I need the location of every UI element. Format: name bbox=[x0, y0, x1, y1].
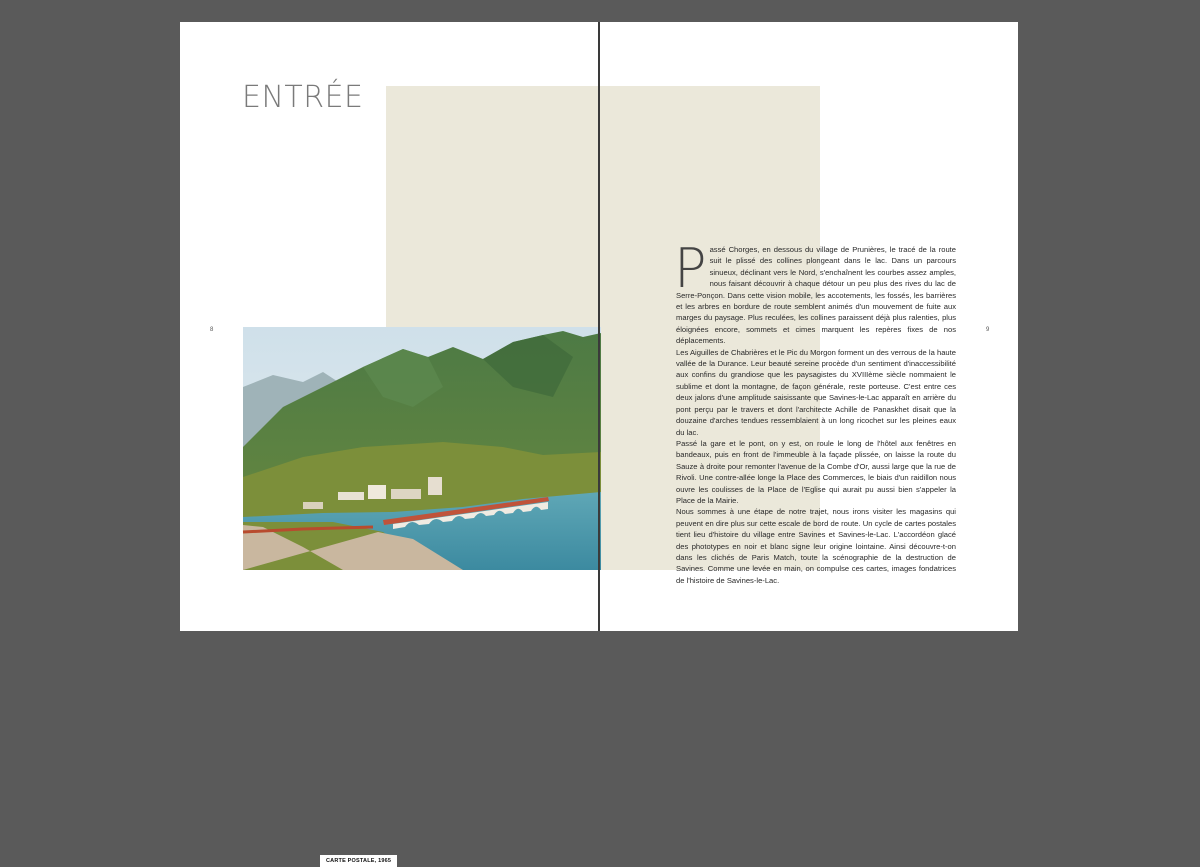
paragraph: Nous sommes à une étape de notre trajet, nous irons visiter les magasins qui peuvent en dire plus sur cette escale de bord de route. Un cycle de cartes postales tient lieu d'histoire du village entre Savines et Savines-le-Lac. L'accordéon glacé des phototypes en noir et blanc signe leur origine lointaine. Ainsi découvre-t-on dans les clichés de Paris Match, toute la scénographie de la destruction de Savines. Comme une levée en main, on compulse ces cartes, images fondatrices de l'histoire de Savines-le-Lac. bbox=[676, 507, 956, 585]
magazine-spread bbox=[180, 22, 1018, 864]
spine-divider bbox=[598, 22, 600, 631]
landscape-photo bbox=[243, 327, 601, 864]
page-title: ENTRÉE bbox=[242, 80, 364, 115]
page-number-left: 8 bbox=[210, 327, 214, 333]
photo-caption: CARTE POSTALE, 1965 bbox=[320, 855, 397, 867]
paragraph: Les Aiguilles de Chabrières et le Pic du Morgon forment un des verrous de la haute vallée de la Durance. Leur beauté sereine procède d'un sentiment d'inaccessibilité aux confins du grandiose que les paysagistes du XVIIIème siècle nommaient le sublime et dont la montagne, de façon générale, reste porteuse. C'est entre ces deux jalons d'une amplitude saisissante que Savines-le-Lac apparaît en arrière du pont perçu par le travers et dont l'architecte Achille de Panaskhet disait que la douzaine d'arches tendues ressemblaient à un long ricochet sur les pleines eaux du lac. bbox=[676, 347, 956, 437]
paragraph: assé Chorges, en dessous du village de Prunières, le tracé de la route suit le plissé des collines plongeant dans le lac. Dans un parcours sinueux, déclinant vers le Nord, s'enchaînent les courbes assez amples, nous faisant découvrir à chaque détour un peu plus des rives du lac de Serre-Ponçon. Dans cette vision mobile, les accotements, les fossés, les barrières et les arbres en bordure de route semblent animés d'un mouvement de fuite aux marges du paysage. Plus reculées, les collines paraissent déjà plus ralenties, plus éloignées encore, sommets et cimes marquent les repères fixes de nos déplacements. bbox=[676, 245, 956, 346]
drop-cap: P bbox=[674, 237, 707, 300]
page-number-right: 9 bbox=[986, 327, 990, 333]
paragraph: Passé la gare et le pont, on y est, on roule le long de l'hôtel aux fenêtres en bandeaux, puis en front de l'immeuble à la façade plissée, on laisse la route du Sauze à droite pour remonter l'avenue de la Combe d'Or, aussi large que la rue de Rivoli. Une contre-allée longe la Place des Commerces, le biais d'un raidillon nous ouvre les coulisses de la Place de l'Eglise qui aurait pu aussi bien s'appeler la Place de la Mairie. bbox=[676, 438, 956, 505]
body-text-column bbox=[674, 237, 956, 586]
